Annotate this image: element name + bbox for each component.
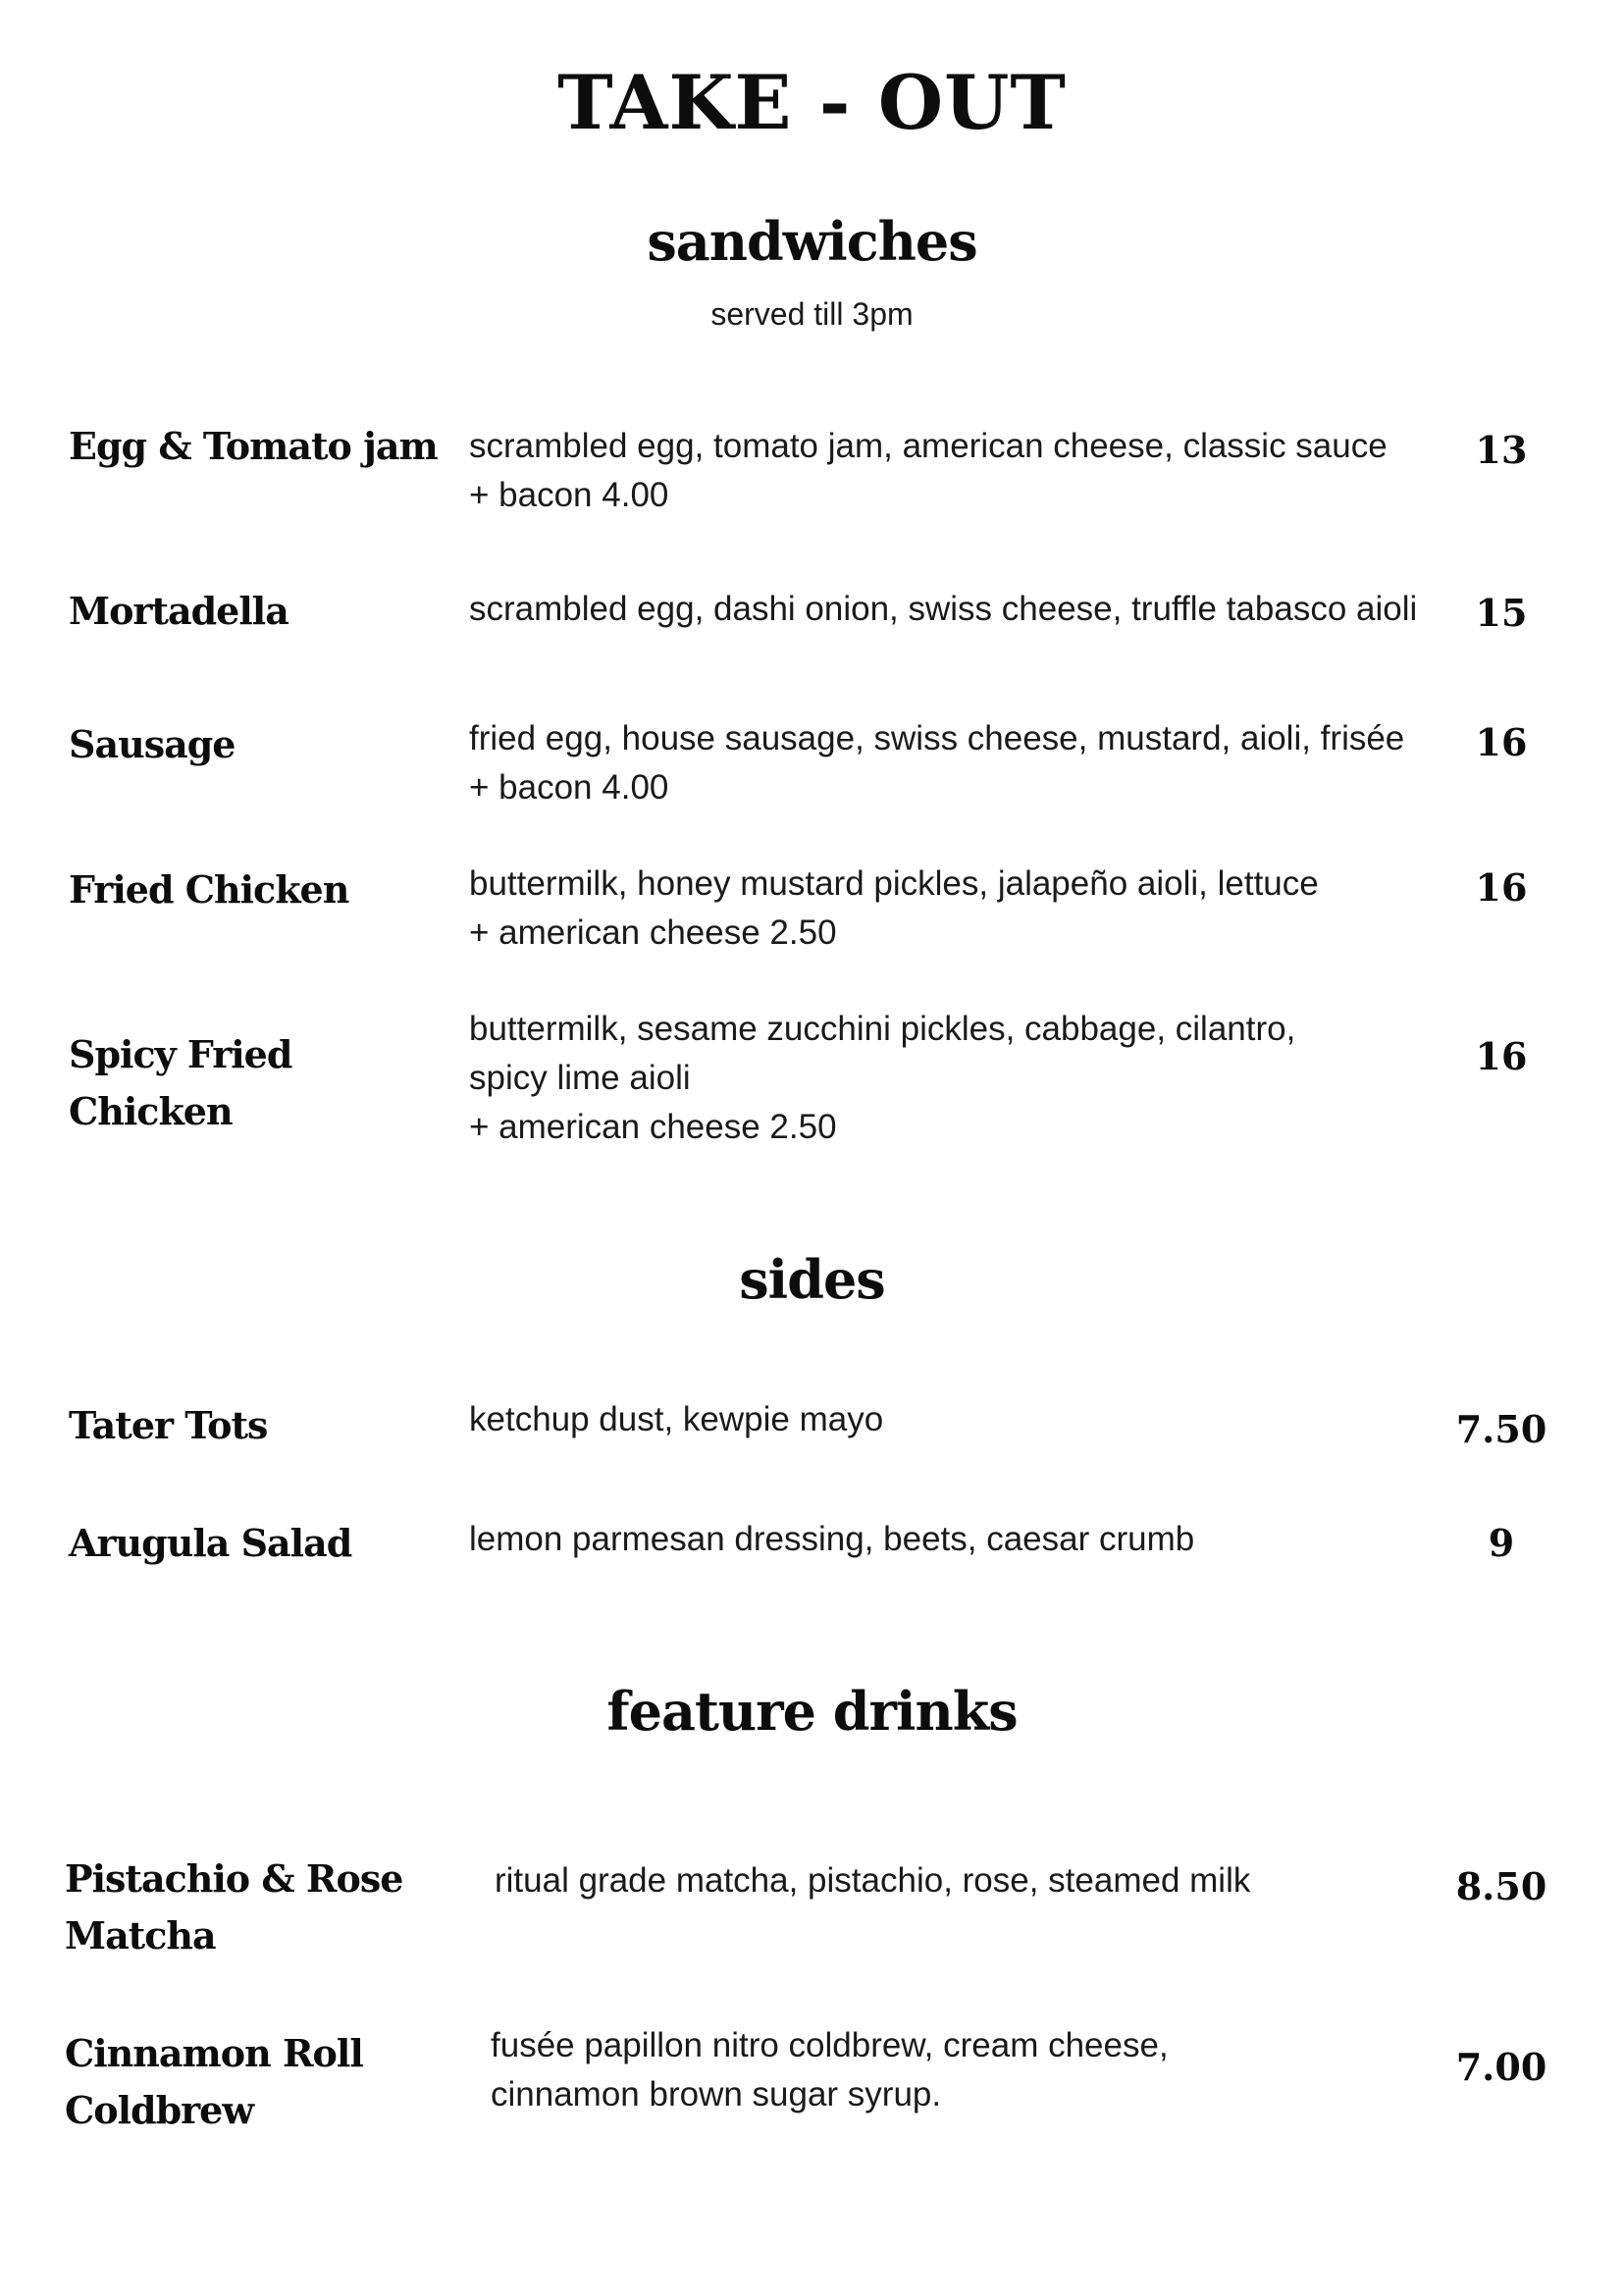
menu-item-name (65, 2025, 363, 2139)
description-line: lemon parmesan dressing, beets, caesar crumb (469, 1520, 1195, 1558)
menu-item-price: 16 (1475, 865, 1528, 910)
description-line: buttermilk, sesame zucchini pickles, cabbage, cilantro, (469, 1010, 1296, 1048)
description-line: spicy lime aioli (469, 1059, 691, 1097)
name-line: Pistachio & Rose (65, 1856, 403, 1901)
description-line: cinnamon brown sugar syrup. (491, 2075, 942, 2113)
description-line: + american cheese 2.50 (469, 1108, 837, 1146)
menu-item-price: 9 (1488, 1521, 1515, 1565)
menu-item-description (469, 422, 1388, 520)
description-line: scrambled egg, dashi onion, swiss cheese, truffle tabasco aioli (469, 590, 1418, 628)
section-heading-sandwiches: sandwiches (647, 210, 977, 273)
menu-item-name: Arugula Salad (69, 1521, 352, 1565)
menu-item-description (491, 2021, 1169, 2119)
menu-item-description (469, 714, 1404, 812)
menu-item-description (495, 1856, 1250, 1905)
description-line: + american cheese 2.50 (469, 913, 837, 952)
menu-item-price: 16 (1475, 1034, 1528, 1078)
section-heading-feature-drinks: feature drinks (606, 1680, 1018, 1743)
menu-item-price: 13 (1475, 428, 1528, 472)
menu-item-description (469, 860, 1319, 958)
description-line: scrambled egg, tomato jam, american cheese, classic sauce (469, 427, 1388, 465)
section-heading-sides: sides (739, 1248, 885, 1311)
menu-item-description (469, 1395, 883, 1444)
description-line: fusée papillon nitro coldbrew, cream cheese, (491, 2026, 1169, 2064)
name-line: Cinnamon Roll (65, 2031, 363, 2075)
name-line: Spicy Fried (69, 1032, 292, 1076)
menu-item-price: 7.50 (1455, 1407, 1547, 1451)
name-line: Chicken (69, 1089, 233, 1133)
menu-item-price: 15 (1475, 591, 1528, 635)
menu-item-price: 7.00 (1455, 2045, 1547, 2089)
description-line: + bacon 4.00 (469, 768, 669, 807)
menu-item-name: Sausage (69, 722, 236, 766)
menu-item-name: Tater Tots (69, 1403, 268, 1447)
menu-item-name (65, 1851, 402, 1964)
menu-item-name (69, 1026, 291, 1140)
menu-item-description (469, 585, 1417, 634)
description-line: + bacon 4.00 (469, 476, 669, 514)
menu-item-name: Mortadella (69, 589, 288, 633)
description-line: buttermilk, honey mustard pickles, jalapeño aioli, lettuce (469, 864, 1319, 903)
menu-item-description (469, 1515, 1194, 1564)
description-line: ketchup dust, kewpie mayo (469, 1400, 884, 1438)
menu-item-name: Fried Chicken (69, 867, 349, 912)
description-line: fried egg, house sausage, swiss cheese, mustard, aioli, frisée (469, 719, 1405, 757)
menu-item-price: 16 (1475, 720, 1528, 764)
description-line: ritual grade matcha, pistachio, rose, steamed milk (495, 1861, 1251, 1900)
name-line: Coldbrew (65, 2088, 254, 2132)
section-subtitle: served till 3pm (710, 296, 914, 332)
menu-item-description (469, 1005, 1295, 1152)
menu-item-price: 8.50 (1455, 1864, 1547, 1908)
page-title: TAKE - OUT (557, 59, 1067, 146)
name-line: Matcha (65, 1913, 216, 1957)
menu-item-name: Egg & Tomato jam (69, 424, 438, 468)
